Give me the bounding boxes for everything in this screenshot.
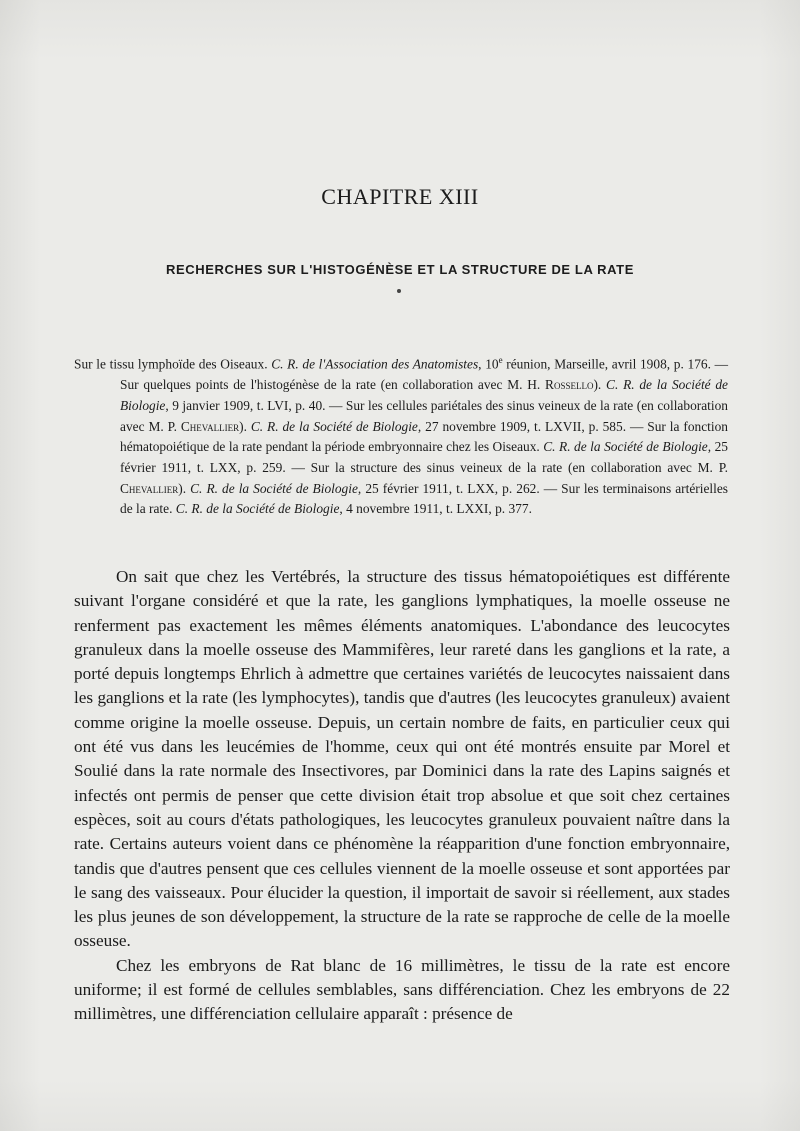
bibliography-segment: , 10 [478,356,499,372]
bibliography-segment: Sur le tissu lymphoïde des Oiseaux. [74,356,272,372]
chapter-title: CHAPITRE XIII [321,184,479,209]
bibliography-segment: C. R. de l'Association des Anatomistes [271,356,479,372]
bibliography-segment: , 4 novembre 1911, t. LXXI, p. 377. [339,501,532,517]
bibliography-segment: C. R. de la Société de Biologie [120,377,729,413]
body-paragraph-1: On sait que chez les Vertébrés, la structure des tissus hématopoiétiques est différente suivant l'organe considéré et que la rate, les ganglions lymphatiques, la moelle osseuse ne renferment pas exactement les mêmes éléments anatomiques. L'abondance des leucocytes granuleux dans la moelle osseuse des Mammifères, leur rareté dans les ganglions et la rate, a porté depuis longtemps Ehrlich à admettre que certaines variétés de leucocytes naissaient dans les ganglions et la rate (les lymphocytes), tandis que d'autres (les leucocytes granuleux) avaient comme origine la moelle osseuse. Depuis, un certain nombre de faits, en particulier ceux qui ont été vus dans les leucémies de l'homme, ceux qui ont été montrés ensuite par Morel et Soulié dans la rate normale des Insectivores, par Dominici dans la rate des Lapins saignés et infectés ont permis de penser que cette division était trop absolue et que soit chez certaines espèces, soit au cours d'états pathologiques, les leucocytes granuleux pouvaient naître dans la rate. Certains auteurs voient dans ce phénomène la réapparition d'une fonction embryonnaire, tandis que d'autres pensent que ces cellules viennent de la moelle osseuse et sont apportées par le sang des vaisseaux. Pour élucider la question, il importait de savoir si réellement, aux stades les plus jeunes de son développement, la structure de la rate se rapproche de celle de la moelle osseuse. [74,567,730,951]
bibliography-segment: , 27 novembre 1909, t. LXVII, p. 585. — Sur la fonction hématopoiétique de la rate pendant la période embryonnaire chez les Oiseaux. [120,418,728,455]
section-heading: RECHERCHES SUR L'HISTOGÉNÈSE ET LA STRUCTURE DE LA RATE [165,262,634,277]
body-text [74,565,730,1027]
bibliography-paragraph [74,350,728,520]
bibliography-segment: , 25 février 1911, t. LXX, p. 262. — Sur les terminaisons artérielles de la rate. [120,480,728,517]
bibliography-segment: réunion, Marseille, avril 1908, p. 176. — Sur quelques points de l'histogénèse de la rate (en collaboration avec M. H. [120,356,729,393]
bibliography-segment: , 9 janvier 1909, t. LVI, p. 40. — Sur les cellules pariétales des sinus veineux de la rate (en collaboration avec M. P. [120,397,728,434]
bibliography-segment: ). [239,418,251,434]
bibliography-segment: , 25 février 1911, t. LXX, p. 259. — Sur la structure des sinus veineux de la rate (en collaboration avec M. P. [120,439,728,475]
bibliography-segment: C. R. de la Société de Biologie [543,439,708,455]
bibliography-segment: C. R. de la Société de Biologie [250,418,418,434]
bibliography-block [74,350,728,520]
bibliography-segment: ). [593,377,607,393]
bibliography-segment: Rossello [545,377,594,393]
bibliography-segment: Chevallier [180,418,240,434]
bibliography-segment: Chevallier [120,480,179,496]
body-paragraph-2: Chez les embryons de Rat blanc de 16 millimètres, le tissu de la rate est encore uniforme; il est formé de cellules semblables, sans différenciation. Chez les embryons de 22 millimètres, une différenciation cellulaire apparaît : présence de [74,955,730,1024]
bibliography-segment: ). [178,480,191,496]
bibliography-segment: e [498,355,503,365]
ornament-dot [397,289,401,293]
bibliography-segment: C. R. de la Société de Biologie [190,480,358,496]
bibliography-segment: C. R. de la Société de Biologie [175,501,340,517]
